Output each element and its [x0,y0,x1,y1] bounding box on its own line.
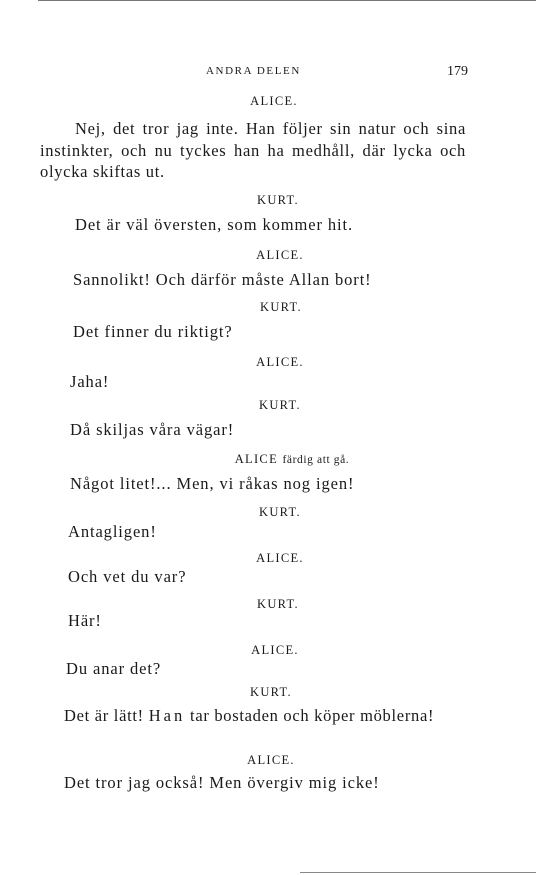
bottom-rule [300,872,536,873]
top-rule [38,0,536,1]
speaker-label: ALICE. [256,355,304,369]
speaker-label: KURT. [257,597,299,611]
speaker-label: KURT. [259,505,301,519]
dialogue-line: Du anar det? [66,659,162,678]
speaker-label: ALICE. [250,94,298,108]
speaker-label: ALICE. [247,753,295,767]
dialogue-line: Nej, det tror jag inte. Han följer sin natur och sina instinkter, och nu tyckes han ha medhåll, där lycka och olycka skiftas ut. [40,119,466,181]
dialogue-line: Det är väl översten, som kommer hit. [75,215,354,234]
emphasized-word: Han [148,706,186,725]
dialogue-line: Och vet du var? [68,567,187,586]
speaker-label: KURT. [257,193,299,207]
dialogue-line: Här! [68,611,102,630]
speaker-label: KURT. [259,398,301,412]
dialogue-line [30,705,456,727]
speaker-name: ALICE [234,452,279,466]
stage-direction: färdig att gå. [282,454,350,466]
dialogue-line: Det tror jag också! Men övergiv mig icke! [64,773,380,792]
running-head: ANDRA DELEN [206,65,301,77]
dialogue-line: Då skiljas våra vägar! [70,420,235,439]
page-number: 179 [447,64,468,79]
dialogue-line: Något litet!... Men, vi råkas nog igen! [70,474,355,493]
dialogue-line: Det finner du riktigt? [73,322,233,341]
speaker-label: KURT. [250,685,292,699]
speaker-label: ALICE. [251,643,299,657]
speaker-label: KURT. [260,300,302,314]
speaker-label: ALICE. [256,248,304,262]
dialogue-line: Sannolikt! Och därför måste Allan bort! [73,270,372,289]
speaker-label: ALICE. [256,551,304,565]
line-start: Det är lätt! [64,706,144,725]
dialogue-line: Jaha! [70,372,110,391]
line-end: tar bostaden och köper möblerna! [190,706,435,725]
dialogue-line: Antagligen! [68,522,157,541]
speaker-label [0,452,536,467]
